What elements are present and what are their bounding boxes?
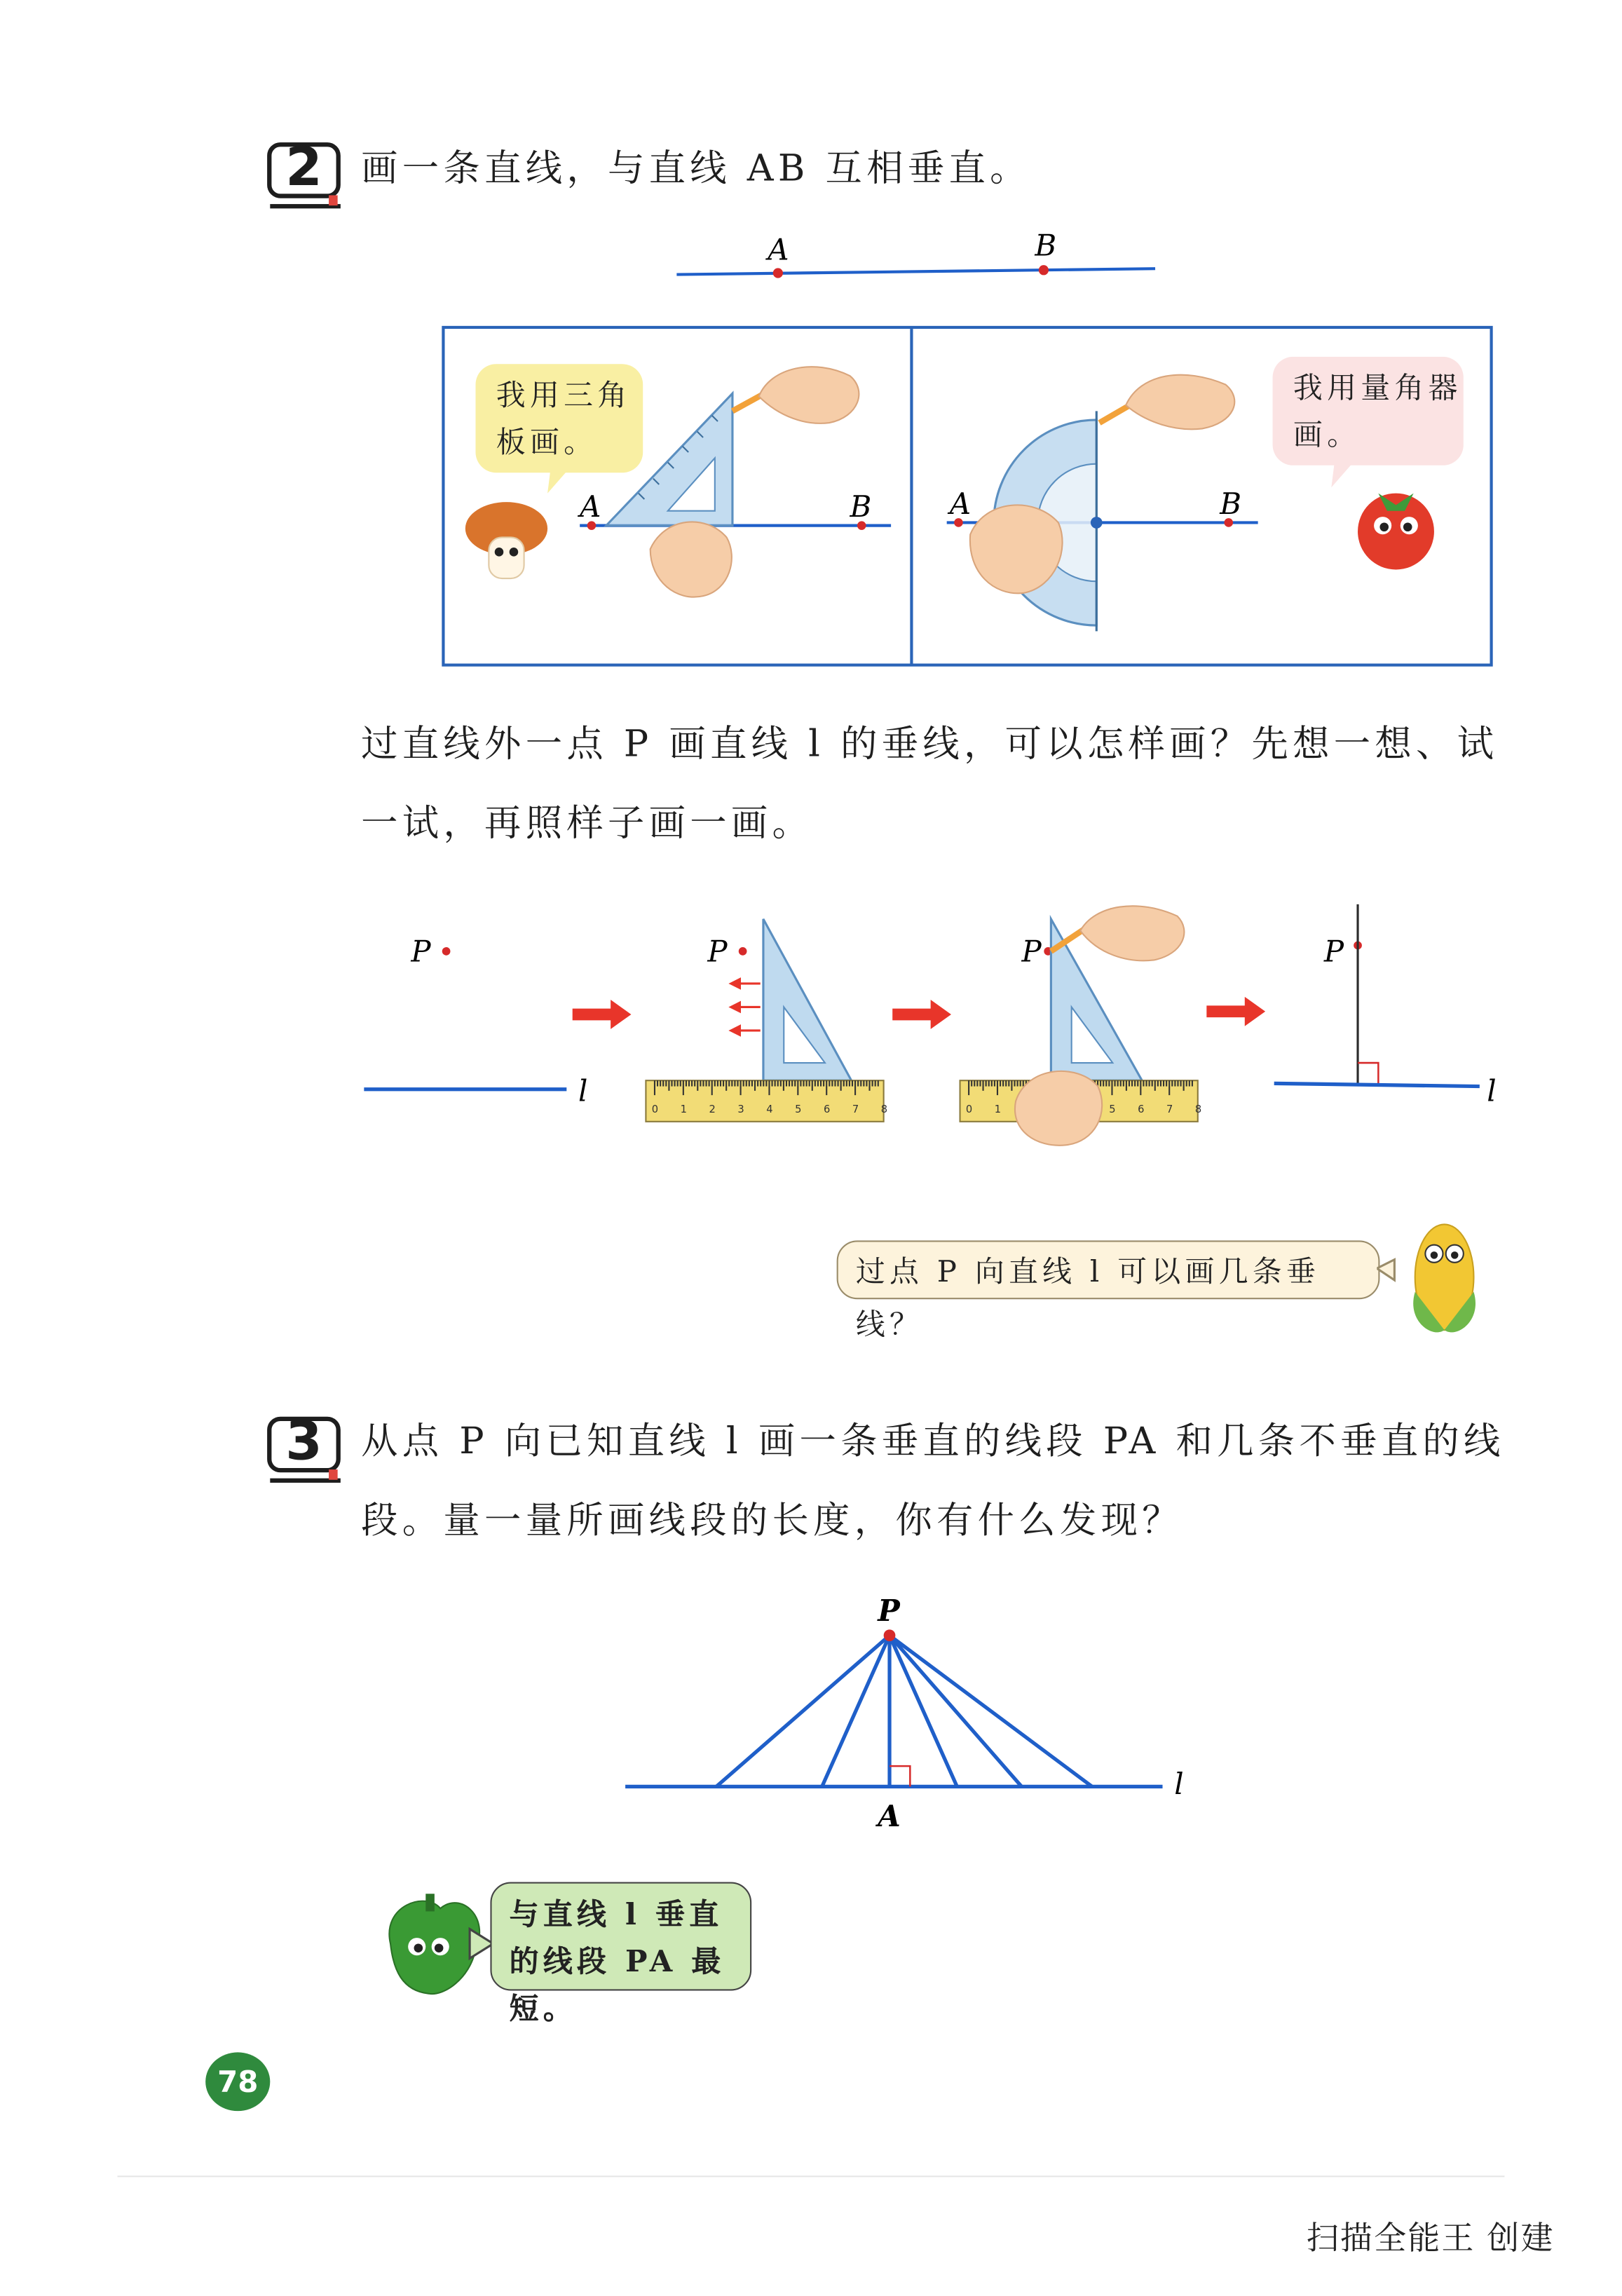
exercise-2-prompt: 画一条直线，与直线 AB 互相垂直。 xyxy=(361,147,1031,190)
step2-label-p: P xyxy=(707,934,728,969)
step4-label-l: l xyxy=(1487,1073,1497,1108)
speech-bubble-how-many-text: 过点 P 向直线 l 可以画几条垂线？ xyxy=(855,1254,1321,1342)
speech-bubble-shortest xyxy=(490,1882,751,2026)
hand-holding-set-square xyxy=(650,522,732,597)
step3-hand-ruler xyxy=(1015,1071,1102,1146)
fan-label-a: A xyxy=(878,1798,901,1833)
speech-bubble-how-many xyxy=(837,1240,1380,1342)
ruler-tick-label: 7 xyxy=(1166,1103,1173,1116)
label-b: B xyxy=(1035,228,1057,263)
step2-slide-arrows xyxy=(731,979,761,1035)
ruler-tick-label: 0 xyxy=(965,1103,973,1116)
ruler-tick-label: 6 xyxy=(824,1103,831,1116)
step4-label-p: P xyxy=(1323,934,1344,969)
corn-character xyxy=(1377,1204,1508,1345)
step3-label-p: P xyxy=(1021,934,1042,969)
perpendicular-steps-figure xyxy=(353,895,1512,1167)
mushroom-body xyxy=(489,537,524,578)
segments-from-p-figure xyxy=(617,1586,1204,1835)
pepper-character xyxy=(364,1885,499,2003)
segment-1 xyxy=(716,1636,890,1787)
tomato-character xyxy=(1358,494,1434,570)
hand-right-pencil xyxy=(1126,375,1234,430)
bubble-tail xyxy=(547,470,568,494)
fan-segments xyxy=(716,1636,1092,1787)
line-ab xyxy=(676,269,1155,274)
hand-right-protractor xyxy=(970,505,1063,593)
ruler-tick-label: 1 xyxy=(994,1103,1002,1116)
speech-bubble-shortest-text: 与直线 l 垂直的线段 PA 最短。 xyxy=(509,1896,725,2026)
speech-bubble-set-square-text: 我用三角板画。 xyxy=(496,377,632,460)
fan-point-p xyxy=(884,1629,896,1641)
segment-2 xyxy=(822,1636,890,1787)
panel-left-label-b: B xyxy=(850,489,872,524)
bottom-rule xyxy=(118,2175,1505,2177)
ruler-tick-label: 1 xyxy=(680,1103,687,1116)
point-b xyxy=(1039,265,1049,275)
ruler-tick-label: 8 xyxy=(1194,1103,1202,1116)
step4-right-angle xyxy=(1358,1063,1378,1083)
step3-hand-pencil xyxy=(1080,906,1184,960)
perpendicular-question: 过直线外一点 P 画直线 l 的垂线，可以怎样画？先想一想、试一试，再照样子画一画。 xyxy=(361,722,1499,845)
arrow-2 xyxy=(892,1000,951,1029)
hand-holding-pencil xyxy=(759,367,859,423)
segment-4 xyxy=(890,1636,1021,1787)
exercise-3-number: 3 xyxy=(285,1412,322,1473)
ruler-tick-label: 6 xyxy=(1138,1103,1145,1116)
speech-bubble-protractor-text: 我用量角器画。 xyxy=(1293,369,1462,452)
fan-label-p: P xyxy=(878,1593,900,1628)
step1-label-l: l xyxy=(578,1073,588,1108)
protractor-illustration xyxy=(911,353,1490,661)
ruler-tick-label: 8 xyxy=(880,1103,888,1116)
arrow-1 xyxy=(573,1000,632,1029)
line-ab-figure xyxy=(668,220,1167,294)
fan-right-angle xyxy=(890,1766,910,1786)
point-a xyxy=(773,268,783,278)
ruler-tick-label: 5 xyxy=(1109,1103,1116,1116)
page-number: 78 xyxy=(205,2052,270,2111)
exercise-3-prompt: 从点 P 向已知直线 l 画一条垂直的线段 PA 和几条不垂直的线段。量一量所画线段的长度，你有什么发现？ xyxy=(361,1419,1505,1542)
segment-5 xyxy=(890,1636,1092,1787)
exercise-3-number-badge xyxy=(267,1412,341,1481)
fan-label-l: l xyxy=(1174,1766,1184,1801)
ruler-tick-label: 0 xyxy=(651,1103,659,1116)
ruler-tick-label: 4 xyxy=(766,1103,773,1116)
ruler-tick-label: 7 xyxy=(852,1103,859,1116)
panel-left-label-a: A xyxy=(580,489,601,524)
exercise-2-number: 2 xyxy=(285,137,322,198)
step1-label-p: P xyxy=(411,934,431,969)
panel-right-label-a: A xyxy=(949,486,972,521)
bubble-tail-right xyxy=(1331,464,1351,488)
exercise-2-number-badge xyxy=(267,137,341,207)
label-a: A xyxy=(768,232,789,267)
step1-point-p xyxy=(442,947,451,956)
step4-line-l xyxy=(1274,1083,1480,1086)
set-square-illustration xyxy=(445,353,912,661)
segment-3 xyxy=(890,1636,957,1787)
panel-right-label-b: B xyxy=(1220,486,1241,521)
arrow-3 xyxy=(1206,997,1265,1026)
ruler-tick-label: 3 xyxy=(737,1103,744,1116)
scanner-footer: 扫描全能王 创建 xyxy=(1306,2221,1555,2258)
ruler-tick-label: 2 xyxy=(709,1103,716,1116)
ruler-tick-label: 5 xyxy=(795,1103,802,1116)
